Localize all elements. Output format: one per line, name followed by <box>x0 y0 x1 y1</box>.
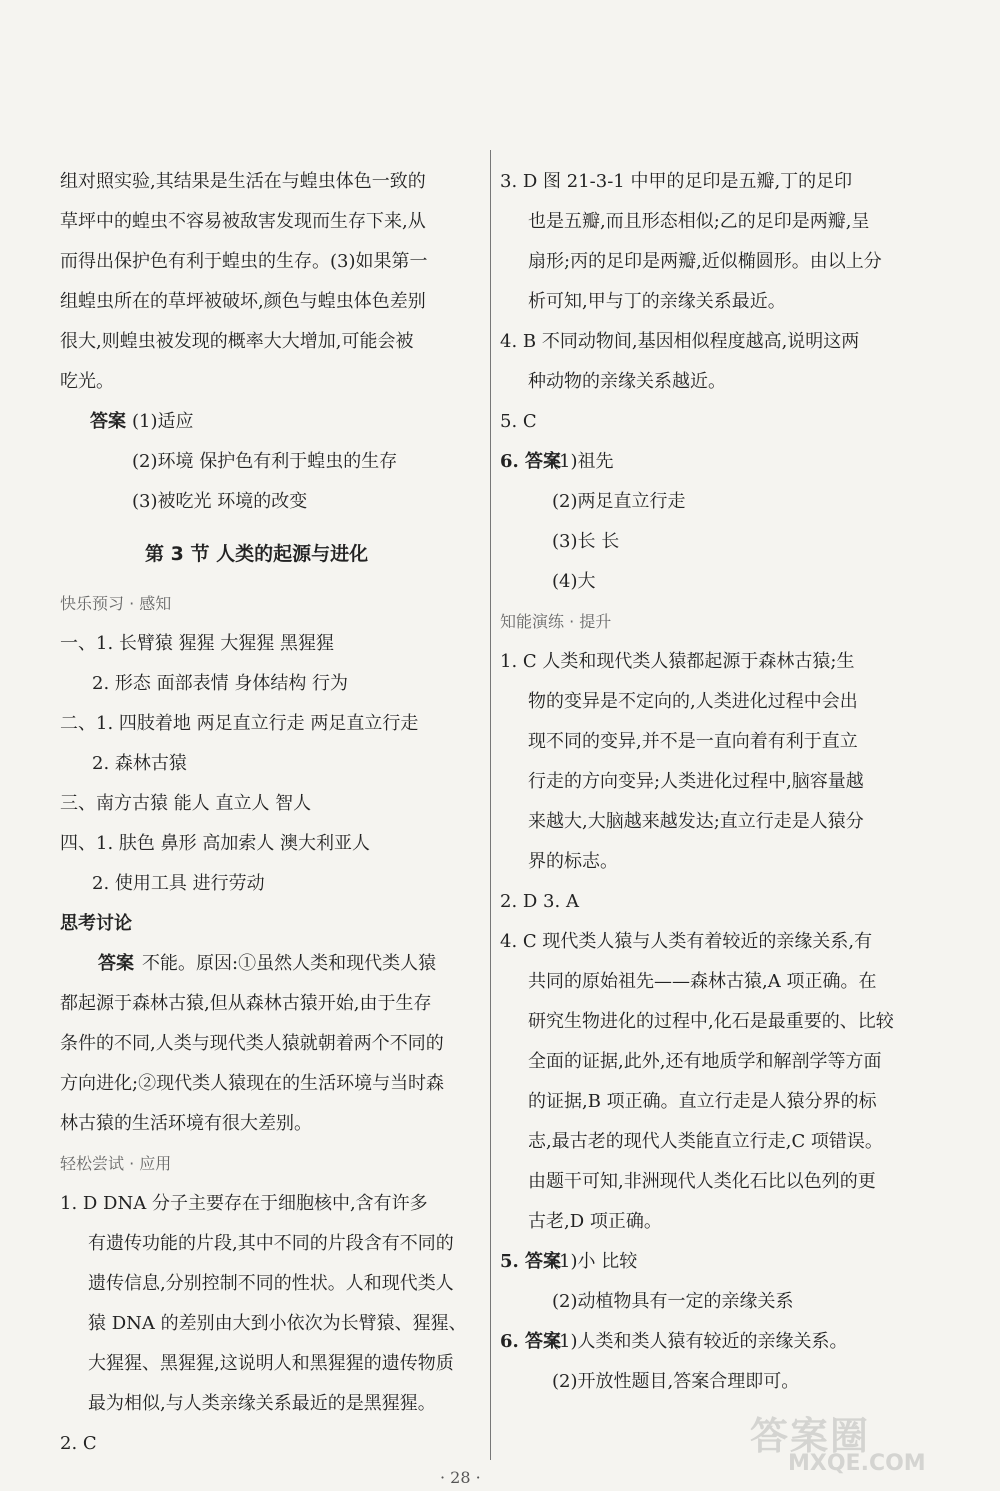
answer-line: 全面的证据,此外,还有地质学和解剖学等方面 <box>528 1051 882 1072</box>
answer-line: 有遗传功能的片段,其中不同的片段含有不同的 <box>88 1233 454 1254</box>
answer-line: 也是五瓣,而且形态相似;乙的足印是两瓣,呈 <box>528 211 870 232</box>
watermark-url: MXQE.COM <box>788 1451 926 1476</box>
answer-line: 遗传信息,分别控制不同的性状。人和现代类人 <box>88 1273 454 1294</box>
answer-line: 2. D 3. A <box>500 891 579 912</box>
text-line: 草坪中的蝗虫不容易被敌害发现而生存下来,从 <box>60 211 426 232</box>
discussion-line: 不能。原因:①虽然人类和现代类人猿 <box>142 953 437 974</box>
answer-line: 志,最古老的现代人类能直立行走,C 项错误。 <box>528 1131 883 1152</box>
section-title: 第 3 节 人类的起源与进化 <box>145 543 369 565</box>
answer-line: (1)适应 <box>132 411 194 432</box>
preview-item: 2. 使用工具 进行劳动 <box>92 873 265 894</box>
answer-line: 古老,D 项正确。 <box>528 1211 662 1232</box>
page-number: · 28 · <box>440 1468 481 1487</box>
answer-line: 1. C 人类和现代类人猿都起源于森林古猿;生 <box>500 651 855 672</box>
section-header: 快乐预习 · 感知 <box>60 594 172 613</box>
answer-line: 4. C 现代类人猿与人类有着较近的亲缘关系,有 <box>500 931 873 952</box>
discussion-line: 方向进化;②现代类人猿现在的生活环境与当时森 <box>60 1073 445 1094</box>
preview-item: 三、南方古猿 能人 直立人 智人 <box>60 793 312 814</box>
preview-item: 四、1. 肤色 鼻形 高加索人 澳大利亚人 <box>60 833 371 854</box>
answer-line: 研究生物进化的过程中,化石是最重要的、比较 <box>528 1011 894 1032</box>
watermark-logo <box>750 1405 980 1485</box>
discussion-line: 林古猿的生活环境有很大差别。 <box>60 1113 312 1134</box>
answer-label: 答案 <box>90 411 126 432</box>
preview-item: 2. 森林古猿 <box>92 753 187 774</box>
answer-line: 析可知,甲与丁的亲缘关系最近。 <box>528 291 786 312</box>
answer-line: (2)环境 保护色有利于蝗虫的生存 <box>132 451 398 472</box>
answer-line: (4)大 <box>552 571 596 592</box>
answer-line: 大猩猩、黑猩猩,这说明人和黑猩猩的遗传物质 <box>88 1353 454 1374</box>
answer-line: 种动物的亲缘关系越近。 <box>528 371 726 392</box>
answer-line: 界的标志。 <box>528 851 618 872</box>
section-header: 知能演练 · 提升 <box>500 612 612 631</box>
answer-line: (2)开放性题目,答案合理即可。 <box>552 1371 800 1392</box>
answer-line: 扇形;丙的足印是两瓣,近似椭圆形。由以上分 <box>528 251 882 272</box>
answer-line: (1)祖先 <box>552 451 614 472</box>
answer-line: (1)小 比较 <box>552 1251 638 1272</box>
column-divider <box>490 150 491 1460</box>
discussion-line: 都起源于森林古猿,但从森林古猿开始,由于生存 <box>60 993 432 1014</box>
answer-label: 6. 答案 <box>500 1331 562 1352</box>
watermark-text: 答案圈 <box>750 1414 871 1458</box>
section-header: 轻松尝试 · 应用 <box>60 1154 172 1173</box>
text-line: 吃光。 <box>60 371 114 392</box>
answer-line: 2. C <box>60 1433 97 1454</box>
answer-line: 共同的原始祖先——森林古猿,A 项正确。在 <box>528 971 877 992</box>
answer-line: 3. D 图 21-3-1 中甲的足印是五瓣,丁的足印 <box>500 171 853 192</box>
answer-line: 物的变异是不定向的,人类进化过程中会出 <box>528 691 858 712</box>
text-line: 很大,则蝗虫被发现的概率大大增加,可能会被 <box>60 331 414 352</box>
answer-line: 4. B 不同动物间,基因相似程度越高,说明这两 <box>500 331 860 352</box>
text-line: 而得出保护色有利于蝗虫的生存。(3)如果第一 <box>60 251 428 272</box>
answer-line: (2)动植物具有一定的亲缘关系 <box>552 1291 794 1312</box>
answer-line: (3)长 长 <box>552 531 620 552</box>
section-header: 思考讨论 <box>60 913 132 934</box>
discussion-line: 条件的不同,人类与现代类人猿就朝着两个不同的 <box>60 1033 444 1054</box>
answer-line: 由题干可知,非洲现代人类化石比以色列的更 <box>528 1171 876 1192</box>
answer-label: 5. 答案 <box>500 1251 562 1272</box>
answer-line: (2)两足直立行走 <box>552 491 686 512</box>
answer-line: 的证据,B 项正确。直立行走是人猿分界的标 <box>528 1091 877 1112</box>
answer-line: 猿 DNA 的差别由大到小依次为长臂猿、猩猩、 <box>88 1313 467 1334</box>
answer-line: 1. D DNA 分子主要存在于细胞核中,含有许多 <box>60 1193 428 1214</box>
answer-line: 行走的方向变异;人类进化过程中,脑容量越 <box>528 771 864 792</box>
answer-line: 5. C <box>500 411 537 432</box>
preview-item: 一、1. 长臂猿 猩猩 大猩猩 黑猩猩 <box>60 633 335 654</box>
text-line: 组蝗虫所在的草坪被破坏,颜色与蝗虫体色差别 <box>60 291 426 312</box>
preview-item: 2. 形态 面部表情 身体结构 行为 <box>92 673 349 694</box>
preview-item: 二、1. 四肢着地 两足直立行走 两足直立行走 <box>60 713 419 734</box>
text-line: 组对照实验,其结果是生活在与蝗虫体色一致的 <box>60 171 426 192</box>
answer-line: (3)被吃光 环境的改变 <box>132 491 308 512</box>
answer-label: 答案 <box>98 953 134 974</box>
answer-line: 最为相似,与人类亲缘关系最近的是黑猩猩。 <box>88 1393 436 1414</box>
answer-line: 来越大,大脑越来越发达;直立行走是人猿分 <box>528 811 864 832</box>
answer-line: (1)人类和类人猿有较近的亲缘关系。 <box>552 1331 848 1352</box>
answer-line: 现不同的变异,并不是一直向着有利于直立 <box>528 731 858 752</box>
answer-label: 6. 答案 <box>500 451 562 472</box>
